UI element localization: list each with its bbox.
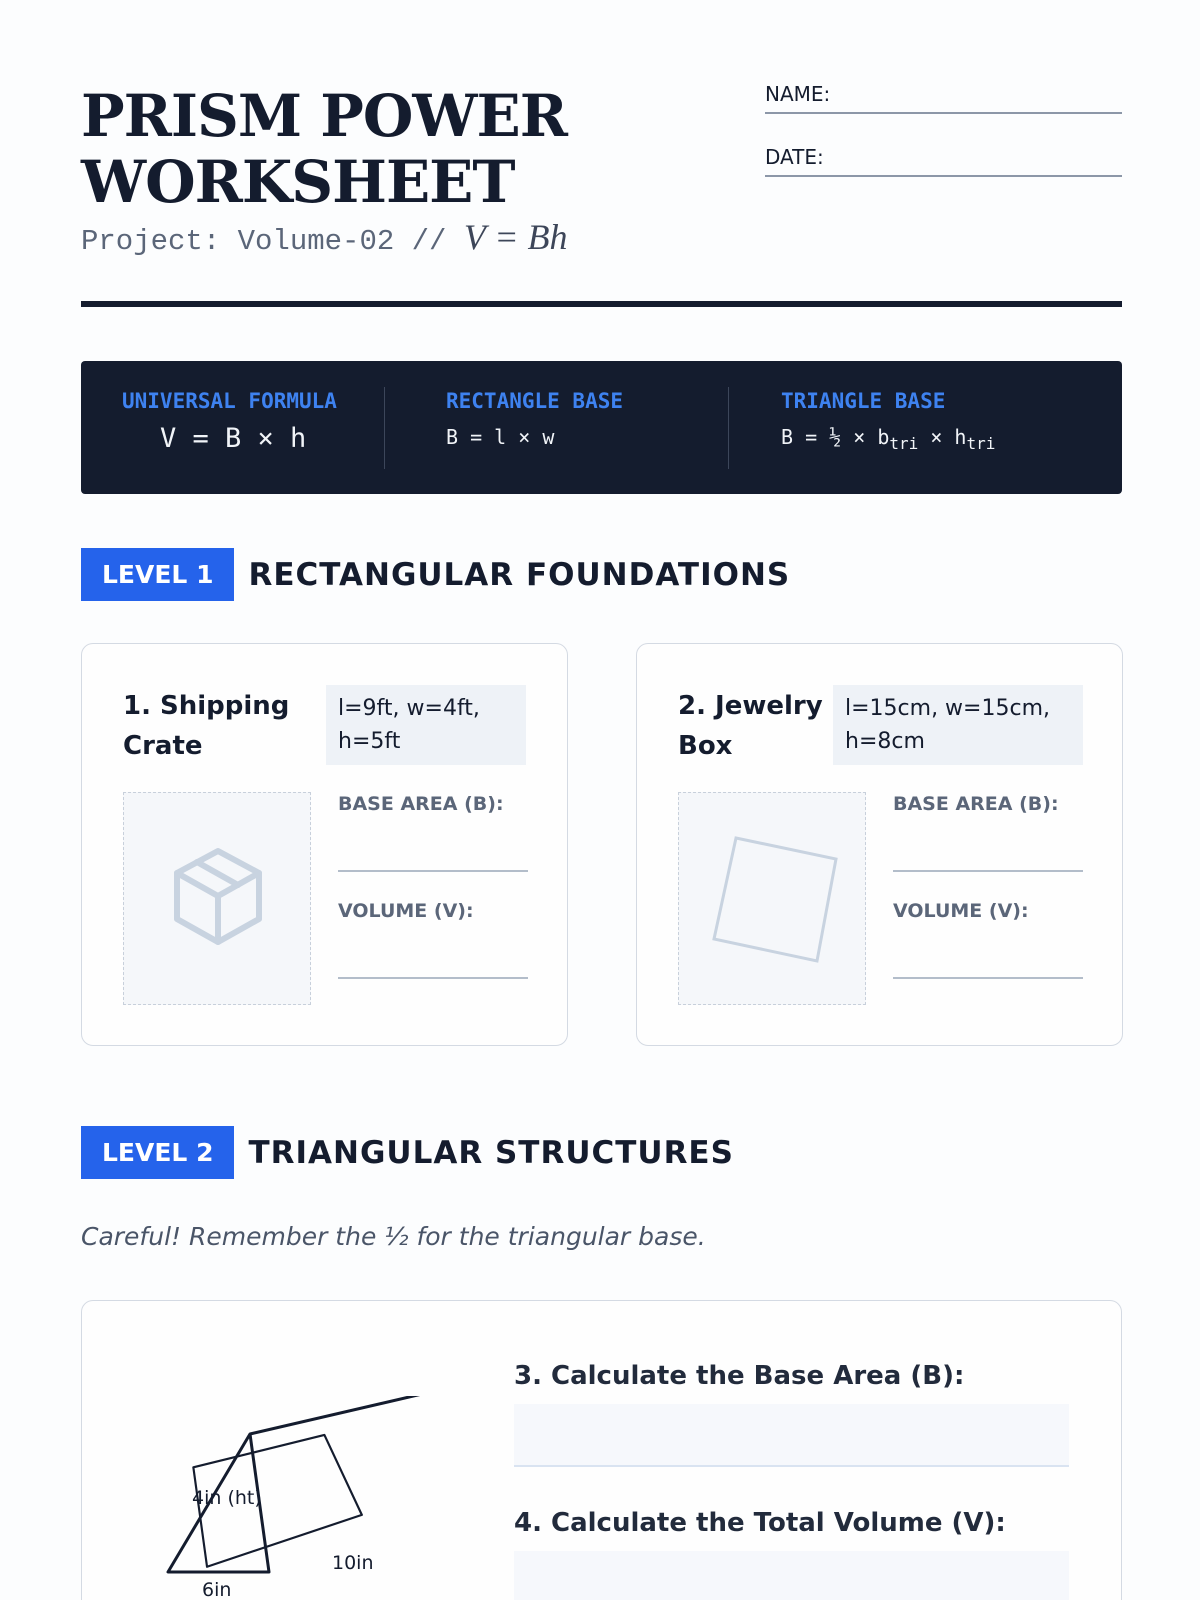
level2-note: Careful! Remember the ½ for the triangular base. xyxy=(81,1222,706,1251)
square-icon xyxy=(679,793,867,1006)
formula-label: UNIVERSAL FORMULA xyxy=(122,389,337,413)
problem-card-shipping-crate xyxy=(81,643,568,1046)
formula-triangle xyxy=(781,389,995,453)
volume-answer-line[interactable] xyxy=(338,977,528,979)
height-dimension: 4in (ht) xyxy=(192,1487,262,1509)
formula-value xyxy=(781,425,995,453)
header-divider xyxy=(81,301,1122,307)
question-total-volume: 4. Calculate the Total Volume (V): xyxy=(514,1508,1006,1538)
box-icon xyxy=(124,793,312,1006)
level2-heading xyxy=(81,1126,734,1179)
level-title: RECTANGULAR FOUNDATIONS xyxy=(248,556,791,593)
date-field[interactable] xyxy=(765,145,1122,177)
volume-answer-line[interactable] xyxy=(893,977,1083,979)
base-area-label: BASE AREA (B): xyxy=(893,793,1059,815)
formula-value: V = B × h xyxy=(160,423,307,454)
base-area-answer-line[interactable] xyxy=(338,870,528,872)
volume-label: VOLUME (V): xyxy=(338,900,474,922)
page-title: PRISM POWER WORKSHEET xyxy=(81,82,567,216)
subtitle-prefix: Project: Volume-02 // xyxy=(81,225,464,258)
problem-givens: l=15cm, w=15cm, h=8cm xyxy=(833,685,1083,765)
problem-title: 2. Jewelry Box xyxy=(678,691,823,761)
sketch-area[interactable] xyxy=(678,792,866,1005)
level-title: TRIANGULAR STRUCTURES xyxy=(248,1134,734,1171)
name-label: NAME: xyxy=(765,82,831,106)
level-badge: LEVEL 1 xyxy=(81,548,234,601)
date-label: DATE: xyxy=(765,145,824,169)
formula-part: B = ½ × b xyxy=(781,425,890,449)
formula-rectangle xyxy=(446,389,623,449)
base-dimension: 6in xyxy=(202,1579,232,1600)
volume-answer-box[interactable] xyxy=(514,1551,1069,1600)
formula-value: B = l × w xyxy=(446,425,555,449)
problem-card-jewelry-box xyxy=(636,643,1123,1046)
subtitle-formula: V = Bh xyxy=(463,217,568,257)
volume-label: VOLUME (V): xyxy=(893,900,1029,922)
problem-card-triangular-prism xyxy=(81,1300,1122,1600)
length-dimension: 10in xyxy=(332,1552,374,1574)
question-base-area: 3. Calculate the Base Area (B): xyxy=(514,1361,965,1391)
formula-subscript: tri xyxy=(966,434,996,453)
base-area-answer-line[interactable] xyxy=(893,870,1083,872)
formula-part: × h xyxy=(918,425,967,449)
formula-subscript: tri xyxy=(889,434,919,453)
formula-divider xyxy=(384,387,385,469)
problem-title: 1. Shipping Crate xyxy=(123,691,290,761)
formula-universal xyxy=(122,389,337,454)
level1-heading xyxy=(81,548,790,601)
problem-givens: l=9ft, w=4ft, h=5ft xyxy=(326,685,526,765)
project-subtitle xyxy=(81,216,568,258)
triangular-prism-diagram xyxy=(162,1396,442,1600)
level-badge: LEVEL 2 xyxy=(81,1126,234,1179)
formula-reference-bar xyxy=(81,361,1122,494)
base-area-answer-box[interactable] xyxy=(514,1404,1069,1467)
formula-label: RECTANGLE BASE xyxy=(446,389,624,413)
formula-label: TRIANGLE BASE xyxy=(781,389,946,413)
formula-divider xyxy=(728,387,729,469)
sketch-area[interactable] xyxy=(123,792,311,1005)
base-area-label: BASE AREA (B): xyxy=(338,793,504,815)
name-field[interactable] xyxy=(765,82,1122,114)
